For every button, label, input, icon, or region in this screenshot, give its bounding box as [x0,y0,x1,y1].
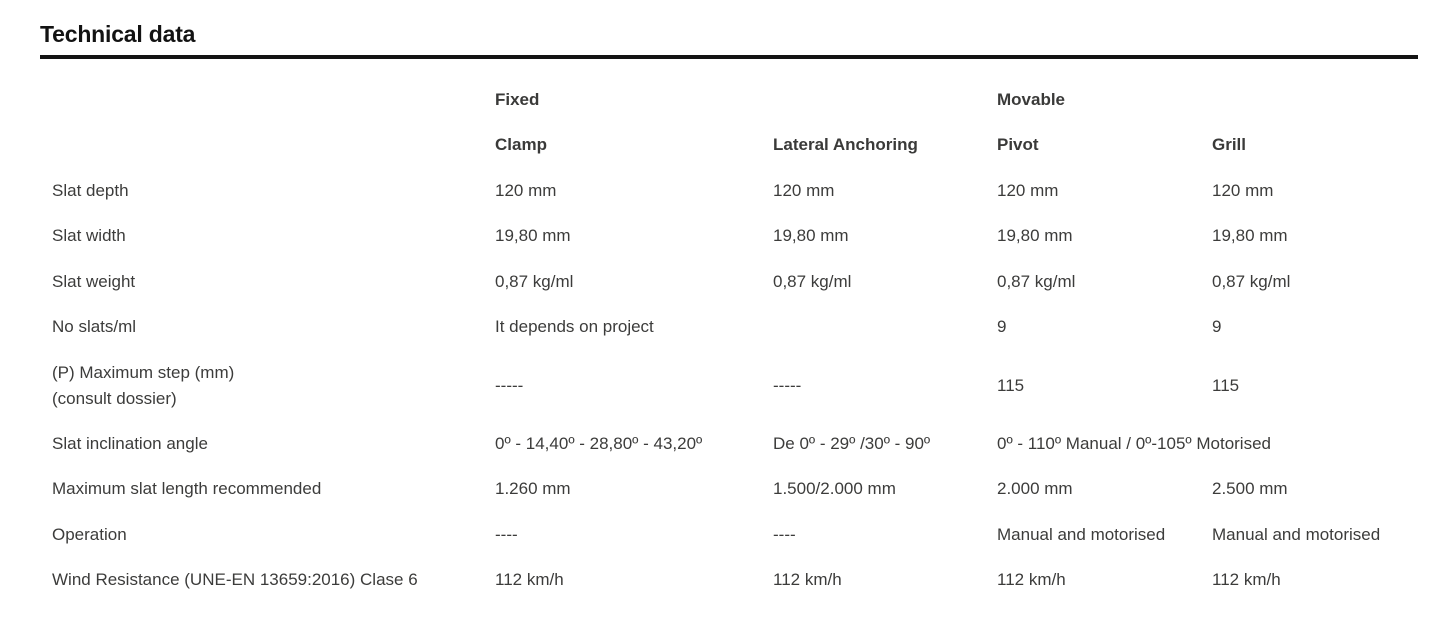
table-cell: ----- [495,375,524,395]
table-cell: Manual and motorised [1212,524,1381,544]
table-cell: ---- [495,524,518,544]
table-cell: 0º - 110º Manual / 0º-105º Motorised [997,433,1271,453]
table-cell: Manual and motorised [997,524,1166,544]
table-cell: ---- [773,524,796,544]
table-row-slat-inclination-angle [52,421,1452,467]
column-header-grill: Grill [1212,135,1247,155]
table-row-wind-resistance [52,558,1452,604]
row-label: Maximum slat length recommended [52,479,322,499]
column-header-clamp: Clamp [495,135,547,155]
page-title: Technical data [40,21,196,47]
table-cell: 19,80 mm [495,226,571,246]
title-rule [40,55,1418,59]
table-cell: 1.500/2.000 mm [773,479,896,499]
table-cell: 0,87 kg/ml [495,271,574,291]
table-cell: 120 mm [997,180,1059,200]
row-label-line-2: (consult dossier) [52,388,177,408]
table-row-maximum-step [52,350,1452,421]
table-cell: 2.000 mm [997,479,1073,499]
table-row-operation [52,512,1452,558]
table-cell: 120 mm [495,180,557,200]
table-cell: 9 [997,317,1007,337]
row-label: Slat depth [52,180,129,200]
table-cell: 1.260 mm [495,479,571,499]
table-cell: 0,87 kg/ml [773,271,852,291]
table-cell: 19,80 mm [1212,226,1288,246]
table-cell: 9 [1212,317,1222,337]
table-row-no-slats [52,305,1452,351]
row-label: Slat inclination angle [52,433,208,453]
column-header-row [52,123,1452,169]
row-label: Slat width [52,226,126,246]
table-cell: 0,87 kg/ml [997,271,1076,291]
table-cell: 115 [997,375,1025,395]
group-header-fixed: Fixed [495,89,540,109]
row-label [52,360,495,412]
row-label: Operation [52,524,127,544]
table-cell: 0,87 kg/ml [1212,271,1291,291]
row-label: No slats/ml [52,317,137,337]
table-cell: ----- [773,375,802,395]
table-cell: 112 km/h [997,570,1066,590]
table-row-slat-weight [52,259,1452,305]
table-row-slat-depth [52,168,1452,214]
table-cell: De 0º - 29º /30º - 90º [773,433,931,453]
row-label: Wind Resistance (UNE-EN 13659:2016) Clase 6 [52,570,418,590]
table-cell: It depends on project [495,317,654,337]
table-cell: 112 km/h [773,570,842,590]
table-cell: 115 [1212,375,1240,395]
technical-data-table [0,77,1452,603]
table-cell: 112 km/h [495,570,564,590]
table-cell: 19,80 mm [997,226,1073,246]
table-cell: 120 mm [773,180,835,200]
column-header-pivot: Pivot [997,135,1039,155]
table-row-slat-width [52,214,1452,260]
table-cell: 2.500 mm [1212,479,1288,499]
group-header-row [52,77,1452,123]
row-label-line-1: (P) Maximum step (mm) [52,362,235,382]
table-cell: 120 mm [1212,180,1274,200]
column-header-lateral-anchoring: Lateral Anchoring [773,135,918,155]
table-cell: 112 km/h [1212,570,1281,590]
table-cell: 19,80 mm [773,226,849,246]
table-cell: 0º - 14,40º - 28,80º - 43,20º [495,433,703,453]
table-row-maximum-slat-length [52,467,1452,513]
row-label: Slat weight [52,271,136,291]
group-header-movable: Movable [997,89,1066,109]
